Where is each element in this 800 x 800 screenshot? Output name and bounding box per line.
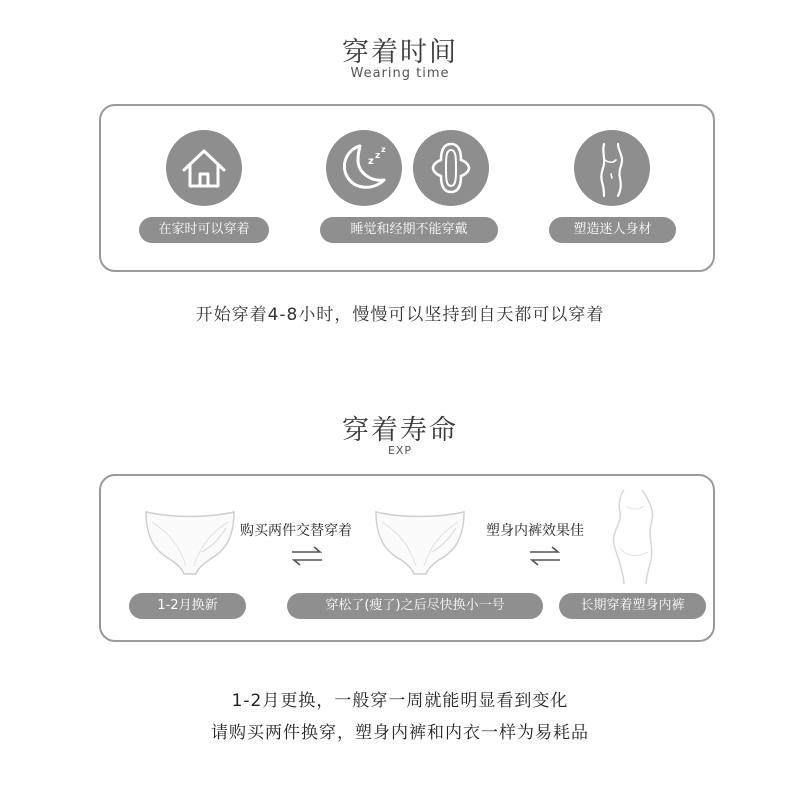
label-buy-two: 购买两件交替穿着 xyxy=(240,523,352,539)
svg-text:z: z xyxy=(375,151,381,161)
briefs-image-1 xyxy=(142,506,238,582)
briefs-image-2 xyxy=(372,506,468,582)
section-title-wearing-life: 穿着寿命 xyxy=(342,415,458,446)
label-no-sleep-period: 睡觉和经期不能穿戴 xyxy=(320,217,498,243)
label-shape-body: 塑造迷人身材 xyxy=(549,217,676,243)
body-figure-image xyxy=(606,486,662,590)
note-line-1: 1-2月更换，一般穿一周就能明显看到变化 xyxy=(231,691,569,711)
swap-arrows-icon xyxy=(528,546,562,570)
body-silhouette-icon xyxy=(574,130,650,206)
section-subtitle-wearing-time: Wearing time xyxy=(350,66,450,81)
section-title-wearing-time: 穿着时间 xyxy=(342,37,458,68)
pill-long-term-wear: 长期穿着塑身内裤 xyxy=(559,593,706,619)
svg-text:z: z xyxy=(381,145,386,154)
sanitary-pad-icon xyxy=(413,130,489,206)
label-shaping-effect: 塑身内裤效果佳 xyxy=(486,523,584,539)
pill-renew-1-2-months: 1-2月换新 xyxy=(129,593,246,619)
moon-sleep-icon xyxy=(326,130,402,206)
svg-text:z: z xyxy=(368,156,374,167)
home-icon xyxy=(166,130,242,206)
note-line-2: 请购买两件换穿，塑身内裤和内衣一样为易耗品 xyxy=(211,723,589,743)
wearing-time-description: 开始穿着4-8小时，慢慢可以坚持到自天都可以穿着 xyxy=(195,305,605,325)
pill-size-down: 穿松了(瘦了)之后尽快换小一号 xyxy=(287,593,543,619)
section-subtitle-exp: EXP xyxy=(387,444,413,457)
label-home-wear: 在家时可以穿着 xyxy=(139,217,269,243)
swap-arrows-icon xyxy=(290,546,324,570)
